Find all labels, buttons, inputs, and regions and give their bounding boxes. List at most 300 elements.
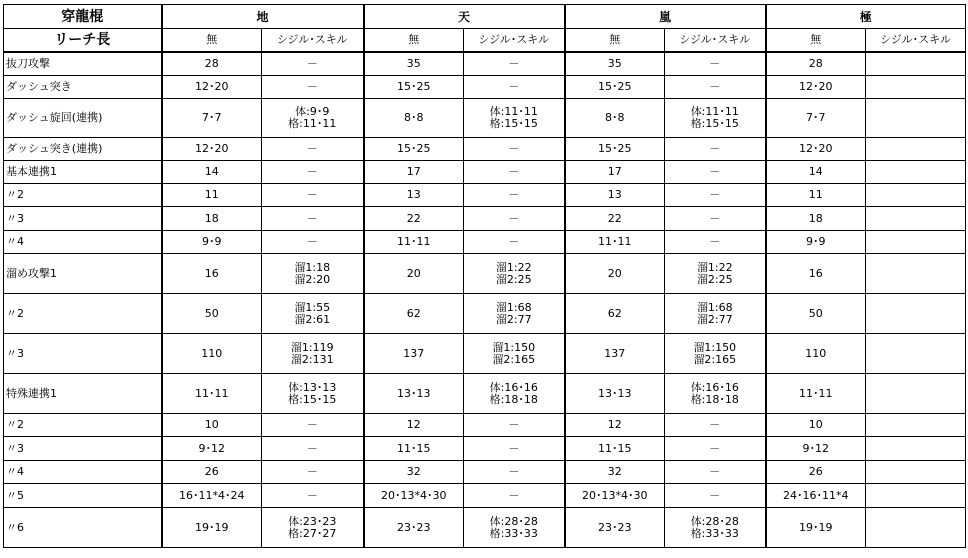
value-cell-sigil: [464, 138, 565, 161]
cell-line: －: [508, 211, 520, 225]
table-row: [4, 207, 966, 231]
value-cell-none: [162, 334, 262, 374]
cell-line: 溜1:55: [294, 300, 331, 314]
cell-line: －: [306, 165, 318, 178]
cell-line: 溜2:25: [696, 272, 733, 286]
value-cell-none: [766, 207, 866, 231]
value-cell-none: [364, 52, 464, 76]
cell-line: 50: [808, 306, 823, 320]
cell-line: －: [306, 188, 318, 201]
cell-line: 7･7: [202, 111, 222, 124]
table-row: [4, 374, 966, 414]
cell-line: 溜1:68: [495, 300, 532, 314]
value-cell-none: [162, 207, 262, 231]
value-cell-none: [766, 484, 866, 508]
cell-line: 110: [805, 346, 827, 360]
value-cell-sigil: [262, 161, 364, 184]
value-cell-none: [162, 99, 262, 138]
value-cell-sigil: [464, 334, 565, 374]
value-cell-sigil: [665, 508, 766, 548]
cell-line: 体:28･28: [489, 514, 538, 528]
cell-line: －: [508, 142, 520, 155]
cell-line: 16･11*4･24: [179, 488, 245, 502]
cell-line: 12･20: [799, 142, 833, 155]
value-cell-sigil: [665, 374, 766, 414]
cell-line: 9･9: [202, 235, 222, 248]
cell-line: －: [709, 441, 721, 455]
cell-line: 格:27･27: [288, 526, 337, 540]
cell-line: 23･23: [397, 520, 431, 534]
value-cell-none: [766, 254, 866, 294]
subheader-none: 無: [364, 29, 464, 52]
table-row: [4, 508, 966, 548]
row-label: 〃2: [4, 184, 162, 207]
cell-line: －: [709, 418, 721, 431]
subheader-none: 無: [565, 29, 665, 52]
cell-line: 28: [204, 56, 219, 70]
damage-table: [3, 4, 966, 548]
row-label: 〃4: [4, 231, 162, 254]
cell-line: 19･19: [195, 520, 229, 534]
cell-line: 137: [604, 346, 626, 360]
cell-line: 50: [204, 306, 219, 320]
value-cell-sigil: [262, 461, 364, 484]
cell-line: －: [508, 188, 520, 201]
value-cell-none: [565, 484, 665, 508]
table-row: [4, 231, 966, 254]
value-cell-sigil: [866, 138, 966, 161]
value-cell-sigil: [464, 99, 565, 138]
cell-line: 12･20: [195, 80, 229, 93]
value-cell-none: [565, 437, 665, 461]
value-cell-none: [364, 254, 464, 294]
value-cell-none: [565, 294, 665, 334]
value-cell-none: [565, 508, 665, 548]
table-row: [4, 76, 966, 99]
value-cell-sigil: [665, 231, 766, 254]
cell-line: 12･20: [195, 142, 229, 155]
value-cell-sigil: [464, 161, 565, 184]
cell-line: －: [709, 465, 721, 478]
cell-line: 格:18･18: [489, 392, 538, 406]
value-cell-none: [766, 52, 866, 76]
value-cell-none: [565, 207, 665, 231]
row-label: 〃6: [4, 508, 162, 548]
cell-line: 32: [607, 465, 622, 478]
table-row: [4, 334, 966, 374]
value-cell-sigil: [464, 76, 565, 99]
value-cell-sigil: [464, 52, 565, 76]
value-cell-sigil: [262, 294, 364, 334]
cell-line: 18: [204, 211, 219, 225]
table-row: [4, 52, 966, 76]
value-cell-none: [162, 461, 262, 484]
cell-line: 10: [808, 418, 823, 431]
value-cell-sigil: [665, 334, 766, 374]
value-cell-none: [162, 508, 262, 548]
value-cell-sigil: [665, 99, 766, 138]
value-cell-sigil: [464, 374, 565, 414]
cell-line: 11･11: [195, 386, 229, 400]
value-cell-sigil: [262, 184, 364, 207]
subheader-sigil: シジル･スキル: [665, 29, 766, 52]
value-cell-sigil: [665, 461, 766, 484]
cell-line: 13･13: [397, 386, 431, 400]
cell-line: 9･12: [802, 441, 830, 455]
cell-line: 11･15: [598, 441, 632, 455]
cell-line: －: [508, 488, 520, 502]
table-body: [4, 52, 966, 548]
value-cell-none: [364, 207, 464, 231]
cell-line: 15･25: [397, 142, 431, 155]
value-cell-none: [364, 161, 464, 184]
cell-line: 11･11: [799, 386, 833, 400]
cell-line: 15･25: [397, 80, 431, 93]
value-cell-sigil: [866, 294, 966, 334]
cell-line: 溜1:150: [693, 340, 737, 354]
value-cell-sigil: [262, 76, 364, 99]
value-cell-sigil: [262, 231, 364, 254]
value-cell-sigil: [464, 207, 565, 231]
cell-line: 26: [808, 465, 823, 478]
value-cell-none: [162, 184, 262, 207]
value-cell-none: [766, 437, 866, 461]
cell-line: 11･15: [397, 441, 431, 455]
cell-line: 溜2:165: [693, 352, 737, 366]
cell-line: －: [508, 235, 520, 248]
value-cell-none: [162, 138, 262, 161]
value-cell-sigil: [866, 184, 966, 207]
cell-line: －: [709, 235, 721, 248]
cell-line: 32: [406, 465, 421, 478]
value-cell-sigil: [866, 461, 966, 484]
value-cell-none: [565, 334, 665, 374]
value-cell-none: [364, 294, 464, 334]
cell-line: －: [508, 441, 520, 455]
table-row: [4, 138, 966, 161]
cell-line: 12･20: [799, 80, 833, 93]
value-cell-none: [565, 374, 665, 414]
cell-line: 15･25: [598, 142, 632, 155]
cell-line: －: [306, 441, 318, 455]
value-cell-sigil: [866, 334, 966, 374]
value-cell-sigil: [866, 414, 966, 437]
cell-line: 格:18･18: [690, 392, 739, 406]
cell-line: 35: [607, 56, 622, 70]
value-cell-none: [565, 99, 665, 138]
cell-line: －: [709, 188, 721, 201]
value-cell-none: [766, 231, 866, 254]
cell-line: 溜1:119: [290, 340, 334, 354]
value-cell-sigil: [866, 508, 966, 548]
cell-line: －: [508, 80, 520, 93]
value-cell-sigil: [665, 161, 766, 184]
cell-line: －: [709, 211, 721, 225]
cell-line: 20･13*4･30: [381, 488, 447, 502]
cell-line: 7･7: [806, 111, 826, 124]
cell-line: 格:15･15: [288, 392, 337, 406]
row-label: 基本連携1: [4, 161, 162, 184]
value-cell-sigil: [665, 138, 766, 161]
value-cell-none: [364, 334, 464, 374]
cell-line: －: [306, 80, 318, 93]
value-cell-none: [766, 76, 866, 99]
cell-line: 110: [201, 346, 223, 360]
value-cell-none: [364, 231, 464, 254]
cell-line: 10: [204, 418, 219, 431]
cell-line: －: [508, 165, 520, 178]
weapon-name: 穿龍棍: [4, 5, 162, 29]
cell-line: 体:11･11: [489, 105, 538, 118]
value-cell-sigil: [866, 254, 966, 294]
cell-line: 溜1:22: [495, 260, 532, 274]
value-cell-sigil: [262, 508, 364, 548]
value-cell-sigil: [262, 207, 364, 231]
cell-line: 16: [204, 266, 219, 280]
row-label: 〃3: [4, 334, 162, 374]
value-cell-none: [364, 508, 464, 548]
cell-line: 28: [808, 56, 823, 70]
group-header-ten: 天: [364, 5, 565, 29]
value-cell-sigil: [464, 294, 565, 334]
table-row: [4, 484, 966, 508]
cell-line: 格:15･15: [690, 117, 739, 130]
cell-line: 9･12: [198, 441, 225, 455]
cell-line: 17: [607, 165, 622, 178]
value-cell-none: [162, 484, 262, 508]
value-cell-sigil: [464, 437, 565, 461]
cell-line: 溜1:18: [294, 260, 331, 274]
row-label: 特殊連携1: [4, 374, 162, 414]
cell-line: 18: [808, 211, 823, 225]
cell-line: 溜2:61: [294, 312, 331, 326]
cell-line: －: [306, 211, 318, 225]
cell-line: －: [709, 56, 721, 70]
value-cell-sigil: [262, 484, 364, 508]
value-cell-sigil: [866, 99, 966, 138]
value-cell-sigil: [665, 52, 766, 76]
value-cell-none: [364, 374, 464, 414]
cell-line: －: [709, 165, 721, 178]
value-cell-sigil: [665, 76, 766, 99]
value-cell-sigil: [866, 484, 966, 508]
value-cell-none: [364, 184, 464, 207]
value-cell-sigil: [665, 254, 766, 294]
value-cell-sigil: [866, 207, 966, 231]
cell-line: 20: [406, 266, 421, 280]
value-cell-sigil: [665, 414, 766, 437]
value-cell-none: [766, 99, 866, 138]
value-cell-none: [364, 138, 464, 161]
subheader-sigil: シジル･スキル: [464, 29, 565, 52]
table-row: [4, 461, 966, 484]
value-cell-sigil: [665, 207, 766, 231]
subheader-none: 無: [162, 29, 262, 52]
cell-line: 溜1:22: [696, 260, 733, 274]
value-cell-sigil: [464, 508, 565, 548]
subheader-sigil: シジル･スキル: [262, 29, 364, 52]
value-cell-none: [565, 461, 665, 484]
row-label: 〃5: [4, 484, 162, 508]
value-cell-none: [162, 231, 262, 254]
subheader-none: 無: [766, 29, 866, 52]
value-cell-sigil: [665, 437, 766, 461]
row-label: ダッシュ突き: [4, 76, 162, 99]
cell-line: 11･11: [397, 235, 431, 248]
cell-line: 格:33･33: [690, 526, 739, 540]
cell-line: 溜2:77: [696, 312, 733, 326]
cell-line: 62: [607, 306, 622, 320]
value-cell-sigil: [866, 161, 966, 184]
cell-line: －: [508, 418, 520, 431]
row-label: 溜め攻撃1: [4, 254, 162, 294]
cell-line: 22: [406, 211, 421, 225]
table-row: [4, 184, 966, 207]
value-cell-none: [766, 138, 866, 161]
cell-line: 15･25: [598, 80, 632, 93]
value-cell-sigil: [464, 414, 565, 437]
cell-line: 12: [406, 418, 421, 431]
cell-line: －: [306, 418, 318, 431]
value-cell-none: [364, 99, 464, 138]
value-cell-sigil: [866, 231, 966, 254]
value-cell-sigil: [262, 99, 364, 138]
value-cell-sigil: [262, 437, 364, 461]
value-cell-none: [766, 508, 866, 548]
cell-line: 22: [607, 211, 622, 225]
table-row: [4, 254, 966, 294]
value-cell-sigil: [866, 437, 966, 461]
cell-line: 格:33･33: [489, 526, 538, 540]
cell-line: －: [508, 465, 520, 478]
cell-line: 12: [607, 418, 622, 431]
row-label: 〃4: [4, 461, 162, 484]
cell-line: 11: [204, 188, 219, 201]
value-cell-none: [162, 374, 262, 414]
reach-label: リーチ長: [4, 29, 162, 52]
cell-line: 9･9: [806, 235, 826, 248]
value-cell-sigil: [262, 254, 364, 294]
cell-line: 20･13*4･30: [582, 488, 648, 502]
cell-line: 13･13: [598, 386, 632, 400]
cell-line: 体:11･11: [690, 105, 739, 118]
subheader-sigil: シジル･スキル: [866, 29, 966, 52]
value-cell-sigil: [262, 374, 364, 414]
table-row: [4, 437, 966, 461]
row-label: 〃3: [4, 437, 162, 461]
table-row: [4, 161, 966, 184]
value-cell-none: [162, 52, 262, 76]
cell-line: 溜2:25: [495, 272, 532, 286]
cell-line: 11: [808, 188, 823, 201]
value-cell-none: [364, 76, 464, 99]
cell-line: 13: [607, 188, 622, 201]
value-cell-sigil: [464, 184, 565, 207]
cell-line: －: [306, 56, 318, 70]
value-cell-none: [766, 374, 866, 414]
cell-line: 溜1:68: [696, 300, 733, 314]
value-cell-sigil: [464, 484, 565, 508]
value-cell-none: [766, 184, 866, 207]
value-cell-sigil: [464, 461, 565, 484]
cell-line: 溜2:131: [290, 352, 334, 366]
row-label: 〃3: [4, 207, 162, 231]
group-header-goku: 極: [766, 5, 966, 29]
cell-line: －: [306, 465, 318, 478]
cell-line: 19･19: [799, 520, 833, 534]
cell-line: 格:15･15: [489, 117, 538, 130]
cell-line: －: [508, 56, 520, 70]
value-cell-sigil: [464, 254, 565, 294]
value-cell-none: [162, 437, 262, 461]
value-cell-sigil: [262, 138, 364, 161]
value-cell-sigil: [665, 294, 766, 334]
cell-line: 24･16･11*4: [783, 488, 849, 502]
cell-line: 35: [406, 56, 421, 70]
table-row: [4, 414, 966, 437]
cell-line: 体:28･28: [690, 514, 739, 528]
value-cell-sigil: [866, 374, 966, 414]
cell-line: 溜2:165: [492, 352, 536, 366]
value-cell-none: [766, 414, 866, 437]
cell-line: 体:13･13: [288, 380, 337, 394]
cell-line: 17: [406, 165, 421, 178]
value-cell-none: [766, 334, 866, 374]
cell-line: 11･11: [598, 235, 632, 248]
cell-line: 溜2:20: [294, 272, 331, 286]
value-cell-none: [565, 254, 665, 294]
table-row: [4, 99, 966, 138]
value-cell-none: [162, 76, 262, 99]
value-cell-none: [565, 161, 665, 184]
cell-line: 26: [204, 465, 219, 478]
cell-line: 14: [204, 165, 219, 178]
row-label: 〃2: [4, 294, 162, 334]
value-cell-none: [162, 414, 262, 437]
value-cell-none: [162, 254, 262, 294]
cell-line: 13: [406, 188, 421, 201]
cell-line: 体:23･23: [288, 514, 337, 528]
group-header-arashi: 嵐: [565, 5, 766, 29]
cell-line: －: [709, 488, 721, 502]
row-label: ダッシュ旋回(連携): [4, 99, 162, 138]
cell-line: －: [709, 142, 721, 155]
value-cell-none: [565, 138, 665, 161]
cell-line: 20: [607, 266, 622, 280]
cell-line: 23･23: [598, 520, 632, 534]
cell-line: 体:9･9: [295, 105, 330, 118]
value-cell-sigil: [262, 52, 364, 76]
row-label: 抜刀攻撃: [4, 52, 162, 76]
value-cell-none: [565, 414, 665, 437]
value-cell-sigil: [866, 52, 966, 76]
value-cell-none: [162, 161, 262, 184]
cell-line: 溜2:77: [495, 312, 532, 326]
value-cell-none: [162, 294, 262, 334]
value-cell-sigil: [464, 231, 565, 254]
cell-line: 62: [406, 306, 421, 320]
value-cell-none: [766, 294, 866, 334]
table-row: [4, 294, 966, 334]
row-label: ダッシュ突き(連携): [4, 138, 162, 161]
cell-line: －: [709, 80, 721, 93]
value-cell-none: [565, 76, 665, 99]
cell-line: －: [306, 235, 318, 248]
value-cell-none: [364, 484, 464, 508]
cell-line: 8･8: [404, 111, 424, 124]
group-header-chi: 地: [162, 5, 364, 29]
value-cell-none: [364, 414, 464, 437]
